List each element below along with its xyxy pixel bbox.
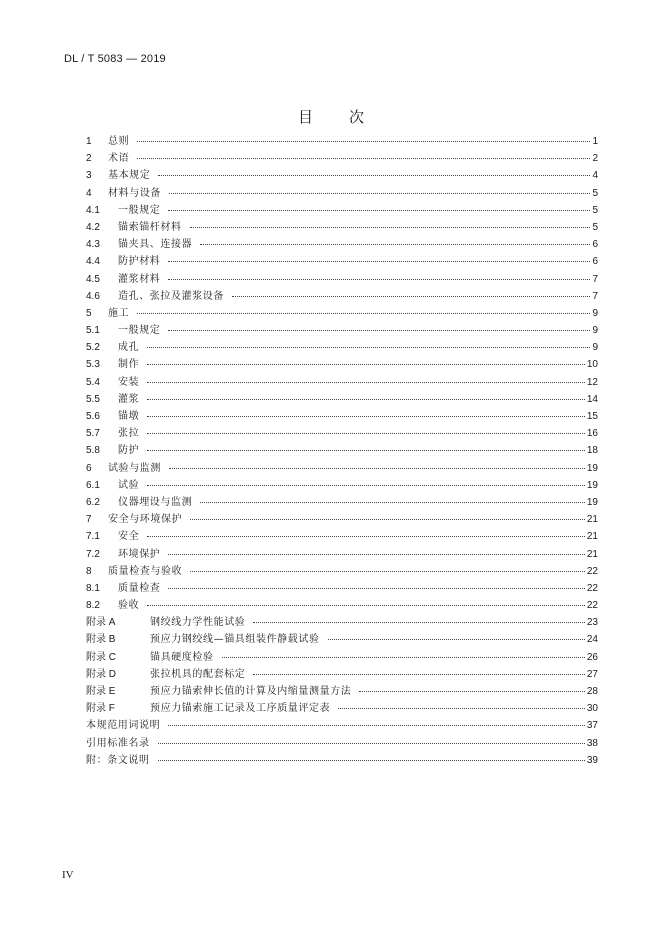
toc-dot-leader [168,715,585,726]
toc-entry-page: 28 [586,686,598,697]
toc-title [0,106,662,127]
toc-entry-title: 制作 [118,359,140,371]
toc-entry-title: 验收 [118,600,140,612]
toc-entry-page: 7 [592,273,598,285]
toc-entry-page: 7 [592,290,598,302]
toc-entry-page: 26 [586,651,598,663]
page-number: IV [62,869,74,881]
toc-dot-leader [168,578,584,589]
toc-entry-title: 试验 [118,479,140,491]
toc-entry-page: 15 [586,411,598,422]
toc-entry-number: 附录 D [86,668,116,680]
toc-dot-leader [169,458,585,469]
toc-entry-number: 附录 F [86,703,115,715]
toc-entry-number: 8 [86,565,92,577]
toc-entry-number: 8.1 [86,582,100,594]
toc-entry-title: 锚墩 [118,411,140,422]
toc-dot-leader [190,217,591,228]
standard-code: DL / T 5083 — 2019 [64,53,166,65]
toc-entry-number: 5.6 [86,411,100,422]
toc-dot-leader [158,733,585,744]
toc-entry-title: 防护 [118,445,140,457]
toc-dot-leader [147,354,585,365]
toc-entry-page: 5 [592,187,598,199]
toc-entry-number: 6.2 [86,496,100,508]
toc-entry-page: 38 [586,737,598,749]
toc-entry-page: 22 [586,565,598,577]
toc-entry-title: 预应力锚索施工记录及工序质量评定表 [150,703,331,715]
toc-entry-page: 14 [586,393,598,405]
toc-entry-title: 质量检查 [118,582,161,594]
toc-entry-number: 8.2 [86,600,100,612]
toc-dot-leader [147,389,585,400]
toc-entry-number: 附录 C [86,651,116,663]
toc-entry-number: 5.8 [86,445,100,457]
toc-dot-leader [338,698,585,709]
toc-entry-title: 基本规定 [108,170,151,182]
toc-entry-title: 本规范用词说明 [86,720,161,732]
toc-entry-page: 6 [592,239,598,251]
toc-entry-number: 5.2 [86,342,100,354]
toc-entry-number: 4.3 [86,239,100,251]
toc-entry-number: 7.1 [86,531,100,543]
toc-entry-title: 一般规定 [118,325,161,337]
toc-entry-number: 4.5 [86,273,100,285]
toc-entry-page: 21 [586,531,598,543]
toc-title-part2: 次 [349,108,365,126]
toc-dot-leader [158,165,590,176]
toc-entry-number: 7 [86,514,92,526]
toc-entry-title: 锚具硬度检验 [150,651,214,663]
toc-dot-leader [168,251,590,262]
toc-entry-title: 附：条文说明 [86,754,150,766]
toc-entry-page: 1 [592,136,598,147]
toc-entry-number: 4.4 [86,256,100,268]
toc-entry-title: 防护材料 [118,256,161,268]
toc-dot-leader [147,337,590,348]
toc-entry-title: 预应力钢绞线—锚具组装件静载试验 [150,634,320,646]
toc-entry-page: 18 [586,445,598,457]
toc-dot-leader [137,303,590,314]
toc-entry-title: 造孔、张拉及灌浆设备 [118,290,224,302]
toc-entry-title: 术语 [108,153,130,165]
toc-entry-number: 附录 A [86,617,116,629]
toc-dot-leader [190,509,585,520]
toc-entry-number: 1 [86,136,92,147]
toc-entry-page: 24 [586,634,598,646]
toc-entry-page: 22 [586,600,598,612]
toc-entry-number: 4.6 [86,290,100,302]
toc-entry-title: 质量检查与验收 [108,565,183,577]
toc-dot-leader [168,200,590,211]
toc-entry[interactable] [86,752,598,769]
toc-entry-title: 试验与监测 [108,462,161,474]
toc-entry-page: 2 [592,153,598,165]
toc-entry-page: 10 [586,359,598,371]
toc-entry-page: 5 [592,221,598,233]
toc-dot-leader [168,544,584,555]
table-of-contents [86,133,598,769]
toc-entry-page: 19 [586,462,598,474]
toc-entry-title: 预应力锚索伸长值的计算及内缩量测量方法 [150,686,352,697]
toc-entry-number: 附录 E [86,686,116,697]
toc-dot-leader [169,183,590,194]
toc-dot-leader [359,681,584,692]
toc-entry-page: 12 [586,376,598,388]
toc-entry-page: 6 [592,256,598,268]
toc-entry-title: 总则 [108,136,130,147]
toc-entry-page: 30 [586,703,598,715]
toc-entry-page: 22 [586,582,598,594]
toc-dot-leader [200,234,590,245]
toc-entry-number: 4.1 [86,204,100,216]
toc-entry-page: 5 [592,204,598,216]
toc-entry-page: 19 [586,479,598,491]
toc-entry-page: 23 [586,617,598,629]
toc-entry-page: 9 [592,342,598,354]
toc-dot-leader [147,423,585,434]
toc-dot-leader [222,647,585,658]
toc-entry-title: 钢绞线力学性能试验 [150,617,246,629]
toc-entry-number: 7.2 [86,548,100,560]
toc-dot-leader [168,269,590,280]
toc-entry-title: 锚夹具、连接器 [118,239,193,251]
toc-dot-leader [147,526,585,537]
toc-entry-title: 灌浆 [118,393,140,405]
toc-dot-leader [190,561,585,572]
toc-entry-title: 一般规定 [118,204,161,216]
toc-entry-number: 5.1 [86,325,100,337]
toc-dot-leader [158,750,585,761]
toc-entry-number: 5.4 [86,376,100,388]
toc-dot-leader [137,131,590,142]
toc-entry-number: 4 [86,187,92,199]
toc-entry-title: 成孔 [118,342,140,354]
toc-entry-title: 张拉机具的配套标定 [150,668,246,680]
toc-entry-page: 19 [586,496,598,508]
toc-entry-number: 4.2 [86,221,100,233]
toc-dot-leader [232,286,590,297]
toc-entry-number: 6.1 [86,479,100,491]
toc-dot-leader [253,612,584,623]
toc-entry-title: 安全 [118,531,140,543]
toc-entry-page: 9 [592,307,598,319]
toc-entry-page: 27 [586,668,598,680]
toc-dot-leader [328,629,585,640]
toc-dot-leader [253,664,584,675]
toc-entry-number: 附录 B [86,634,116,646]
toc-entry-title: 灌浆材料 [118,273,161,285]
toc-entry-page: 16 [586,428,598,440]
toc-entry-title: 锚索锚杆材料 [118,221,182,233]
toc-entry-page: 39 [586,754,598,766]
toc-entry-page: 4 [592,170,598,182]
toc-entry-number: 3 [86,170,92,182]
toc-dot-leader [200,492,585,503]
toc-entry-number: 5.5 [86,393,100,405]
toc-entry-title: 材料与设备 [108,187,161,199]
toc-entry-title: 安装 [118,376,140,388]
toc-entry-page: 21 [586,548,598,560]
toc-title-part1: 目 [297,108,313,126]
toc-entry-page: 21 [586,514,598,526]
toc-entry-title: 张拉 [118,428,140,440]
toc-entry-number: 5.7 [86,428,100,440]
toc-dot-leader [147,595,585,606]
toc-entry-page: 37 [586,720,598,732]
toc-entry-title: 施工 [108,307,130,319]
toc-dot-leader [147,440,585,451]
toc-entry-number: 6 [86,462,92,474]
toc-entry-number: 5.3 [86,359,100,371]
toc-entry-title: 仪器埋设与监测 [118,496,193,508]
toc-entry-number: 5 [86,307,92,319]
toc-entry-title: 引用标准名录 [86,737,150,749]
toc-dot-leader [147,406,585,417]
toc-dot-leader [147,372,585,383]
toc-dot-leader [147,475,585,486]
toc-dot-leader [168,320,590,331]
toc-entry-title: 环境保护 [118,548,161,560]
toc-entry-number: 2 [86,153,92,165]
toc-entry-page: 9 [592,325,598,337]
toc-entry-title: 安全与环境保护 [108,514,183,526]
toc-dot-leader [137,148,590,159]
